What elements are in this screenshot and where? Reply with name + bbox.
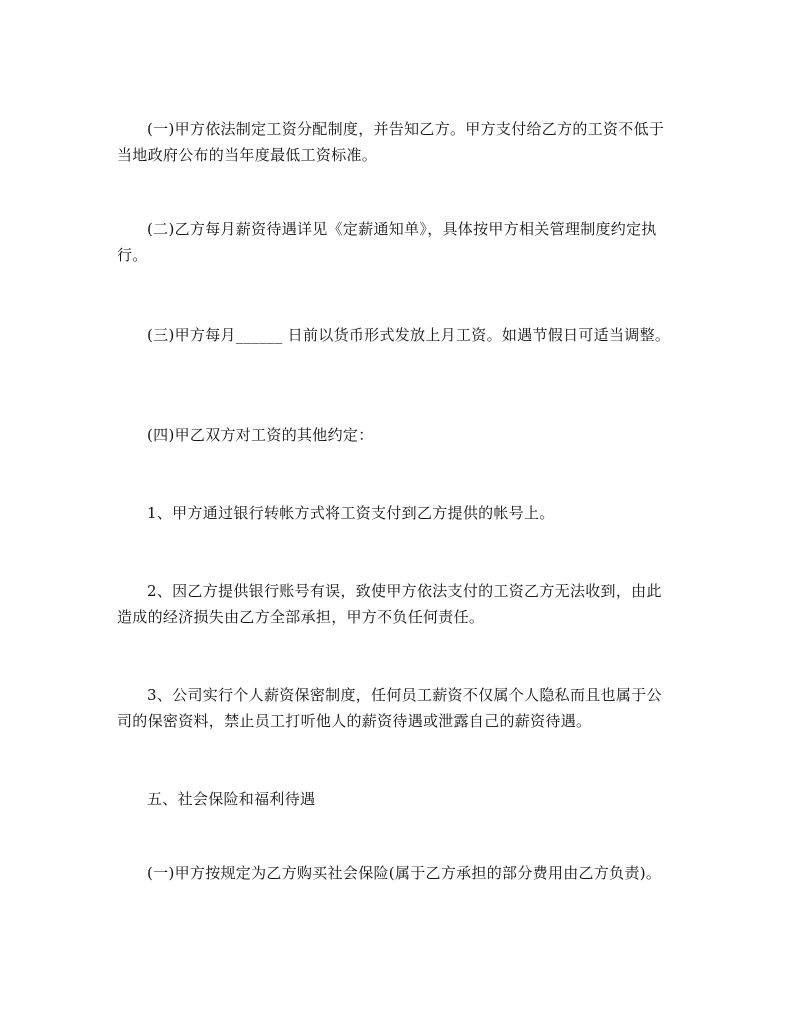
paragraph-wage-system: (一)甲方依法制定工资分配制度，并告知乙方。甲方支付给乙方的工资不低于当地政府公布的当年度最低工资标准。 xyxy=(117,120,665,164)
list-item-bank-transfer: 1、甲方通过银行转帐方式将工资支付到乙方提供的帐号上。 xyxy=(147,504,555,522)
paragraph-other-agreements: (四)甲乙双方对工资的其他约定： xyxy=(147,426,374,444)
list-item-salary-confidentiality: 3、公司实行个人薪资保密制度，任何员工薪资不仅属个人隐私而且也属于公司的保密资料，禁止员工打听他人的薪资待遇或泄露自己的薪资待遇。 xyxy=(117,686,662,730)
paragraph-payday: (三)甲方每月______ 日前以货币形式发放上月工资。如遇节假日可适当调整。 xyxy=(147,326,671,344)
section-heading-social-insurance: 五、社会保险和福利待遇 xyxy=(147,790,316,808)
paragraph-salary-notice: (二)乙方每月薪资待遇详见《定薪通知单》，具体按甲方相关管理制度约定执行。 xyxy=(117,220,657,264)
list-item-account-error: 2、因乙方提供银行账号有误，致使甲方依法支付的工资乙方无法收到，由此造成的经济损失由乙方全部承担，甲方不负任何责任。 xyxy=(117,582,662,626)
paragraph-social-insurance: (一)甲方按规定为乙方购买社会保险(属于乙方承担的部分费用由乙方负责)。 xyxy=(147,864,662,882)
